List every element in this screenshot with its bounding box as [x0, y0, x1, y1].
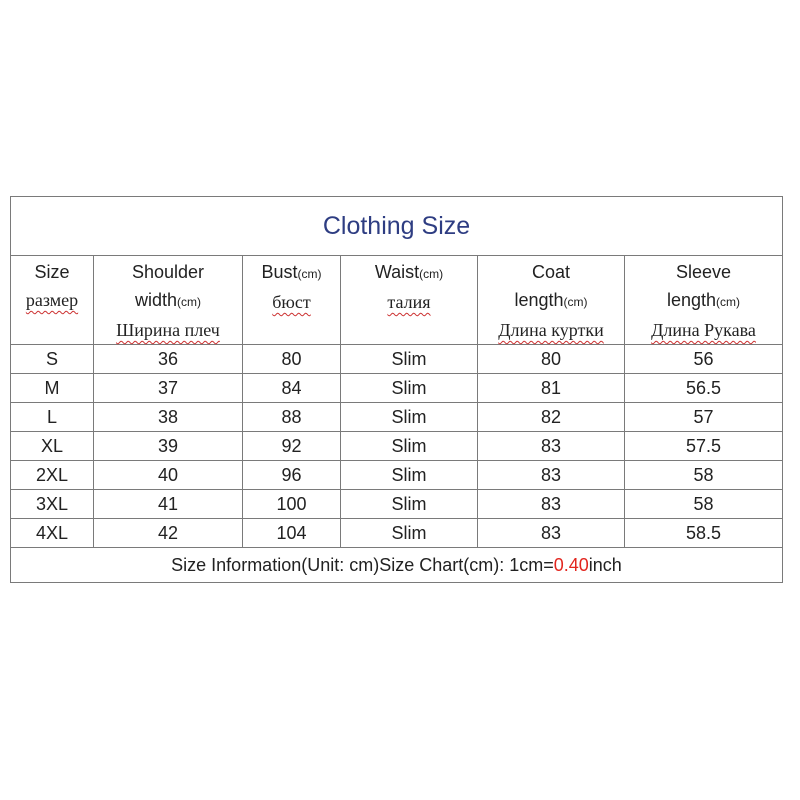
- cell-waist: Slim: [341, 345, 478, 374]
- header-label: Waist: [374, 262, 420, 282]
- header-label: width: [134, 290, 178, 310]
- size-info-text: Size Information(Unit: cm)Size Chart(cm): 1cm=: [171, 554, 554, 575]
- header-unit: (cm): [419, 267, 444, 281]
- header-line: [341, 258, 477, 288]
- cell-coat-length: 83: [478, 461, 625, 490]
- header-label: Bust: [261, 262, 298, 282]
- header-line: [478, 286, 624, 316]
- cell-bust: 96: [243, 461, 341, 490]
- header-unit: (cm): [177, 295, 202, 309]
- table-row: [11, 490, 783, 519]
- header-sleeve-length: [625, 256, 783, 345]
- header-waist: [341, 256, 478, 345]
- header-line: [243, 258, 340, 288]
- header-row: [11, 256, 783, 345]
- table-row: [11, 374, 783, 403]
- header-label: Sleeve: [675, 262, 732, 282]
- table-row: [11, 345, 783, 374]
- cell-shoulder-width: 40: [94, 461, 243, 490]
- header-size: [11, 256, 94, 345]
- cell-coat-length: 80: [478, 345, 625, 374]
- cell-bust: 88: [243, 403, 341, 432]
- header-russian-label: Длина куртки: [498, 320, 604, 340]
- table-title: Clothing Size: [11, 197, 783, 256]
- header-coat-length: [478, 256, 625, 345]
- cell-waist: Slim: [341, 432, 478, 461]
- cell-waist: Slim: [341, 403, 478, 432]
- cell-size: S: [11, 345, 94, 374]
- header-unit: (cm): [297, 267, 322, 281]
- cell-shoulder-width: 37: [94, 374, 243, 403]
- cell-coat-length: 82: [478, 403, 625, 432]
- cell-shoulder-width: 38: [94, 403, 243, 432]
- cell-sleeve-length: 57.5: [625, 432, 783, 461]
- header-russian-label: талия: [387, 292, 431, 312]
- cell-sleeve-length: 58: [625, 461, 783, 490]
- table-row: [11, 461, 783, 490]
- cell-size: XL: [11, 432, 94, 461]
- cell-shoulder-width: 36: [94, 345, 243, 374]
- table-row: [11, 432, 783, 461]
- cell-sleeve-length: 56: [625, 345, 783, 374]
- footer-row: [11, 548, 783, 583]
- header-line: [478, 258, 624, 286]
- header-line: [94, 286, 242, 316]
- header-bust: [243, 256, 341, 345]
- table-row: [11, 403, 783, 432]
- header-russian-label: бюст: [272, 292, 311, 312]
- header-shoulder-width: [94, 256, 243, 345]
- cell-coat-length: 83: [478, 432, 625, 461]
- cell-shoulder-width: 39: [94, 432, 243, 461]
- cell-shoulder-width: 41: [94, 490, 243, 519]
- header-russian-label: Ширина плеч: [116, 320, 220, 340]
- cell-size: L: [11, 403, 94, 432]
- cell-coat-length: 81: [478, 374, 625, 403]
- cell-bust: 104: [243, 519, 341, 548]
- cell-waist: Slim: [341, 490, 478, 519]
- cell-shoulder-width: 42: [94, 519, 243, 548]
- size-info-note: [11, 548, 783, 583]
- title-row: [11, 197, 783, 256]
- cell-bust: 84: [243, 374, 341, 403]
- cell-size: M: [11, 374, 94, 403]
- cell-coat-length: 83: [478, 519, 625, 548]
- header-label: Coat: [531, 262, 571, 282]
- header-label: Shoulder: [131, 262, 205, 282]
- header-russian-label: размер: [25, 290, 79, 310]
- cell-bust: 92: [243, 432, 341, 461]
- cell-waist: Slim: [341, 519, 478, 548]
- header-label: length: [666, 290, 717, 310]
- cell-waist: Slim: [341, 461, 478, 490]
- cell-sleeve-length: 56.5: [625, 374, 783, 403]
- cell-sleeve-length: 57: [625, 403, 783, 432]
- cell-bust: 100: [243, 490, 341, 519]
- header-label: length: [514, 290, 564, 310]
- header-line: [94, 258, 242, 286]
- cell-bust: 80: [243, 345, 341, 374]
- header-unit: (cm): [563, 295, 588, 309]
- cell-sleeve-length: 58.5: [625, 519, 783, 548]
- header-line: [625, 258, 782, 286]
- size-chart-table: [10, 196, 783, 583]
- cell-sleeve-length: 58: [625, 490, 783, 519]
- cell-size: 3XL: [11, 490, 94, 519]
- header-label: Size: [34, 262, 70, 282]
- header-russian-label: Длина Рукава: [651, 320, 756, 340]
- conversion-unit: inch: [588, 554, 622, 575]
- header-unit: (cm): [716, 295, 741, 309]
- table-row: [11, 519, 783, 548]
- cell-size: 4XL: [11, 519, 94, 548]
- conversion-value: 0.40: [553, 554, 589, 575]
- cell-size: 2XL: [11, 461, 94, 490]
- cell-waist: Slim: [341, 374, 478, 403]
- header-line: [625, 286, 782, 316]
- cell-coat-length: 83: [478, 490, 625, 519]
- header-line: [11, 258, 93, 286]
